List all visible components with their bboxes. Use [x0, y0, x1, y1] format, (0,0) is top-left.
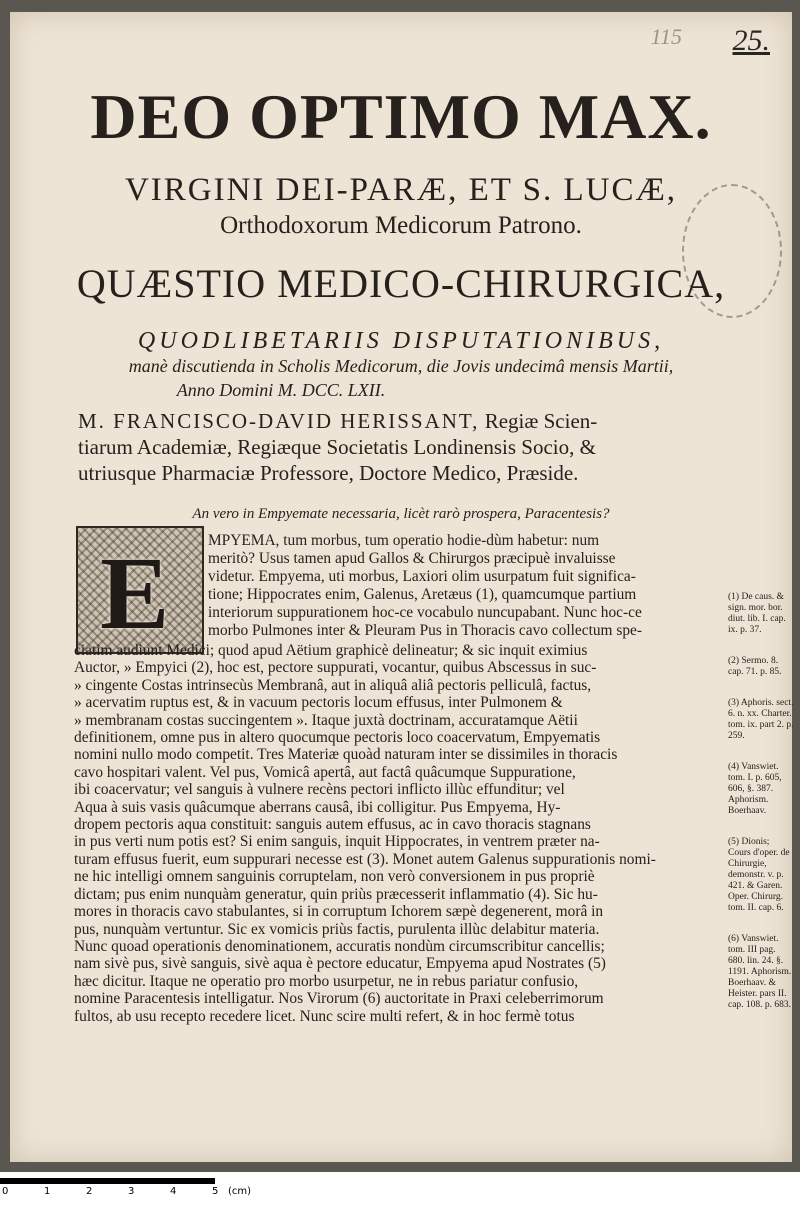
body-line: in pus verti num potis est? Si enim sanguis, inquit Hippocrates, in ventrem præter na- [74, 833, 600, 851]
question-line: An vero in Empyemate necessaria, licèt rarò prospera, Paracentesis? [192, 506, 610, 522]
margin-note: (6) Vanswiet. tom. III pag. 680. lin. 24. §. 1191. Aphorism. Boerhaav. & Heister. pars II. cap. 108. p. 683. [728, 934, 792, 1010]
body-line: ciatim audiunt Medici; quod apud Aëtium graphicè delineatur; & sic inquit eximius [74, 642, 588, 659]
author-line-1 [78, 408, 718, 434]
title-line-4: QUÆSTIO MEDICO-CHIRURGICA, [76, 261, 726, 306]
scale-ruler [0, 1178, 250, 1202]
margin-note: (2) Sermo. 8. cap. 71. p. 85. [728, 656, 782, 677]
body-line: ne hic intelligi omnem sanguinis corruptelam, non verò conversionem in pus propriè [74, 868, 595, 886]
body-line: definitionem, omne pus in altero quocumque pectoris loco coacervatum, Empyematis [74, 729, 601, 747]
author-line-3: utriusque Pharmaciæ Professore, Doctore Medico, Præside. [78, 461, 579, 485]
ruler-label: 0 [2, 1186, 9, 1197]
title-line-2: VIRGINI DEI-PARÆ, ET S. LUCÆ, [124, 172, 678, 208]
ruler-label: 5 [212, 1186, 219, 1197]
subtitle-line-3: Anno Domini M. DCC. LXII. [176, 380, 386, 400]
ruler-label: 4 [170, 1186, 177, 1197]
body-line: meritò? Usus tamen apud Gallos & Chirurgos præcipuè invaluisse [208, 550, 616, 567]
body-line: MPYEMA, tum morbus, tum operatio hodie-dùm habetur: num [208, 532, 600, 549]
body-line: fultos, ab usu recepto recedere licet. Nunc scire multi refert, & in hoc fermè totus [74, 1007, 575, 1025]
subtitle-line-2: manè discutienda in Scholis Medicorum, die Jovis undecimâ mensis Martii, [128, 356, 674, 376]
body-line: pus, nunquàm vertuntur. Sic ex vomicis priùs factis, purulenta illùc delabitur materia. [74, 920, 600, 938]
author-line-2: tiarum Academiæ, Regiæque Societatis Londinensis Socio, & [78, 435, 596, 459]
body-line: ibi coacervatur; vel sanguis à vulnere recèns pectori inflicto illùc effunditur; vel [74, 781, 565, 799]
margin-note: (3) Aphoris. sect. 6. n. xx. Charter. tom. ix. part 2. p. 259. [728, 698, 794, 741]
body-line: mores in thoracis cavo stabulantes, si in corruptum Ichorem sæpè degenerent, morâ in [74, 903, 604, 921]
body-line: interiorum suppurationem hoc-ce vocabulo nuncupabant. Nunc hoc-ce [208, 604, 642, 621]
body-line: nomini nullo modo competit. Tres Materiæ quoàd naturam inter se dissimiles in thoracis [74, 746, 618, 764]
body-line: » cingente Costas intrinsecùs Membranâ, aut in aliquâ aliâ pectoris pelliculâ, factus, [74, 676, 592, 694]
author-name: M. FRANCISCO-DAVID HERISSANT, [78, 409, 480, 433]
body-line: Nunc quoad operationis denominationem, accuratis nondùm circumscribitur cancellis; [74, 937, 605, 955]
ruler-label: 1 [44, 1186, 51, 1197]
body-line: nomine Paracentesis intelligatur. Nos Virorum (6) auctoritate in Praxi celeberrimorum [74, 990, 604, 1008]
body-line: hæc dicitur. Itaque ne operatio pro morbo usurpetur, ne in rebus pariatur confusio, [74, 972, 579, 990]
title-line-1: DEO OPTIMO MAX. [90, 81, 712, 152]
body-line: dropem pectoris aqua constituit: sanguis autem effusus, ac in cavo thoracis stagnans [74, 816, 591, 834]
body-line: tione; Hippocrates enim, Galenus, Aretæus (1), quamcumque partium [208, 586, 637, 603]
ruler-label: 2 [86, 1186, 93, 1197]
body-line: cavo hospitari valent. Vel pus, Vomicâ apertâ, aut factâ quâcumque Suppuratione, [74, 763, 576, 781]
title-line-3: Orthodoxorum Medicorum Patrono. [220, 212, 582, 239]
decorated-initial [76, 526, 204, 654]
body-text-main [74, 642, 724, 1025]
margin-note: (4) Vanswiet. tom. I. p. 605, 606, §. 387. Aphorism. Boerhaav. [728, 762, 782, 816]
ruler-bar [0, 1178, 215, 1184]
body-line: Auctor, » Empyici (2), hoc est, pectore suppurati, vocantur, quibus Abscessus in suc- [74, 659, 597, 677]
initial-letter: E [100, 536, 170, 651]
document-page [10, 12, 792, 1162]
pencil-folio-number: 115 [650, 24, 682, 49]
ruler-label: (cm) [228, 1186, 252, 1197]
body-line: turam effusus fuerit, eum suppurari necesse est (3). Monet autem Galenus suppurationis nomi- [74, 850, 656, 868]
margin-note: (5) Dionis; Cours d'oper. de Chirurgie, demonstr. v. p. 421. & Garen. Oper. Chirurg. tom. II. cap. 6. [728, 837, 790, 913]
ruler-label: 3 [128, 1186, 135, 1197]
page-number: 25. [732, 24, 770, 57]
body-text-top [208, 532, 798, 640]
body-line: nam sivè pus, sivè sanguis, sivè aqua è pectore educatur, Empyema apud Nostrates (5) [74, 955, 606, 973]
margin-note: (1) De caus. & sign. mor. bor. diut. lib. I. cap. ix. p. 37. [728, 592, 786, 635]
subtitle-line-1: QUODLIBETARIIS DISPUTATIONIBUS, [137, 328, 665, 354]
body-line: » acervatim ruptus est, & in vacuum pectoris locum effusus, inter Pulmonem & [74, 694, 563, 712]
body-line: dictam; pus enim nunquàm generatur, quin priùs præcesserit inflammatio (4). Sic hu- [74, 885, 598, 903]
body-line: Aqua à suis vasis quâcumque aberrans causâ, ibi colligitur. Pus Empyema, Hy- [74, 798, 561, 816]
body-line: » membranam costas succingentem ». Itaque juxtà doctrinam, accuratamque Aëtii [74, 711, 578, 729]
author-block [78, 408, 718, 486]
body-line: morbo Pulmones inter & Pleuram Pus in Thoracis cavo collectum spe- [208, 622, 642, 639]
margin-notes [728, 592, 794, 1031]
body-line: videtur. Empyema, uti morbus, Laxiori olim usurpatum fuit significa- [208, 568, 636, 585]
author-title-start: Regiæ Scien- [484, 409, 598, 433]
